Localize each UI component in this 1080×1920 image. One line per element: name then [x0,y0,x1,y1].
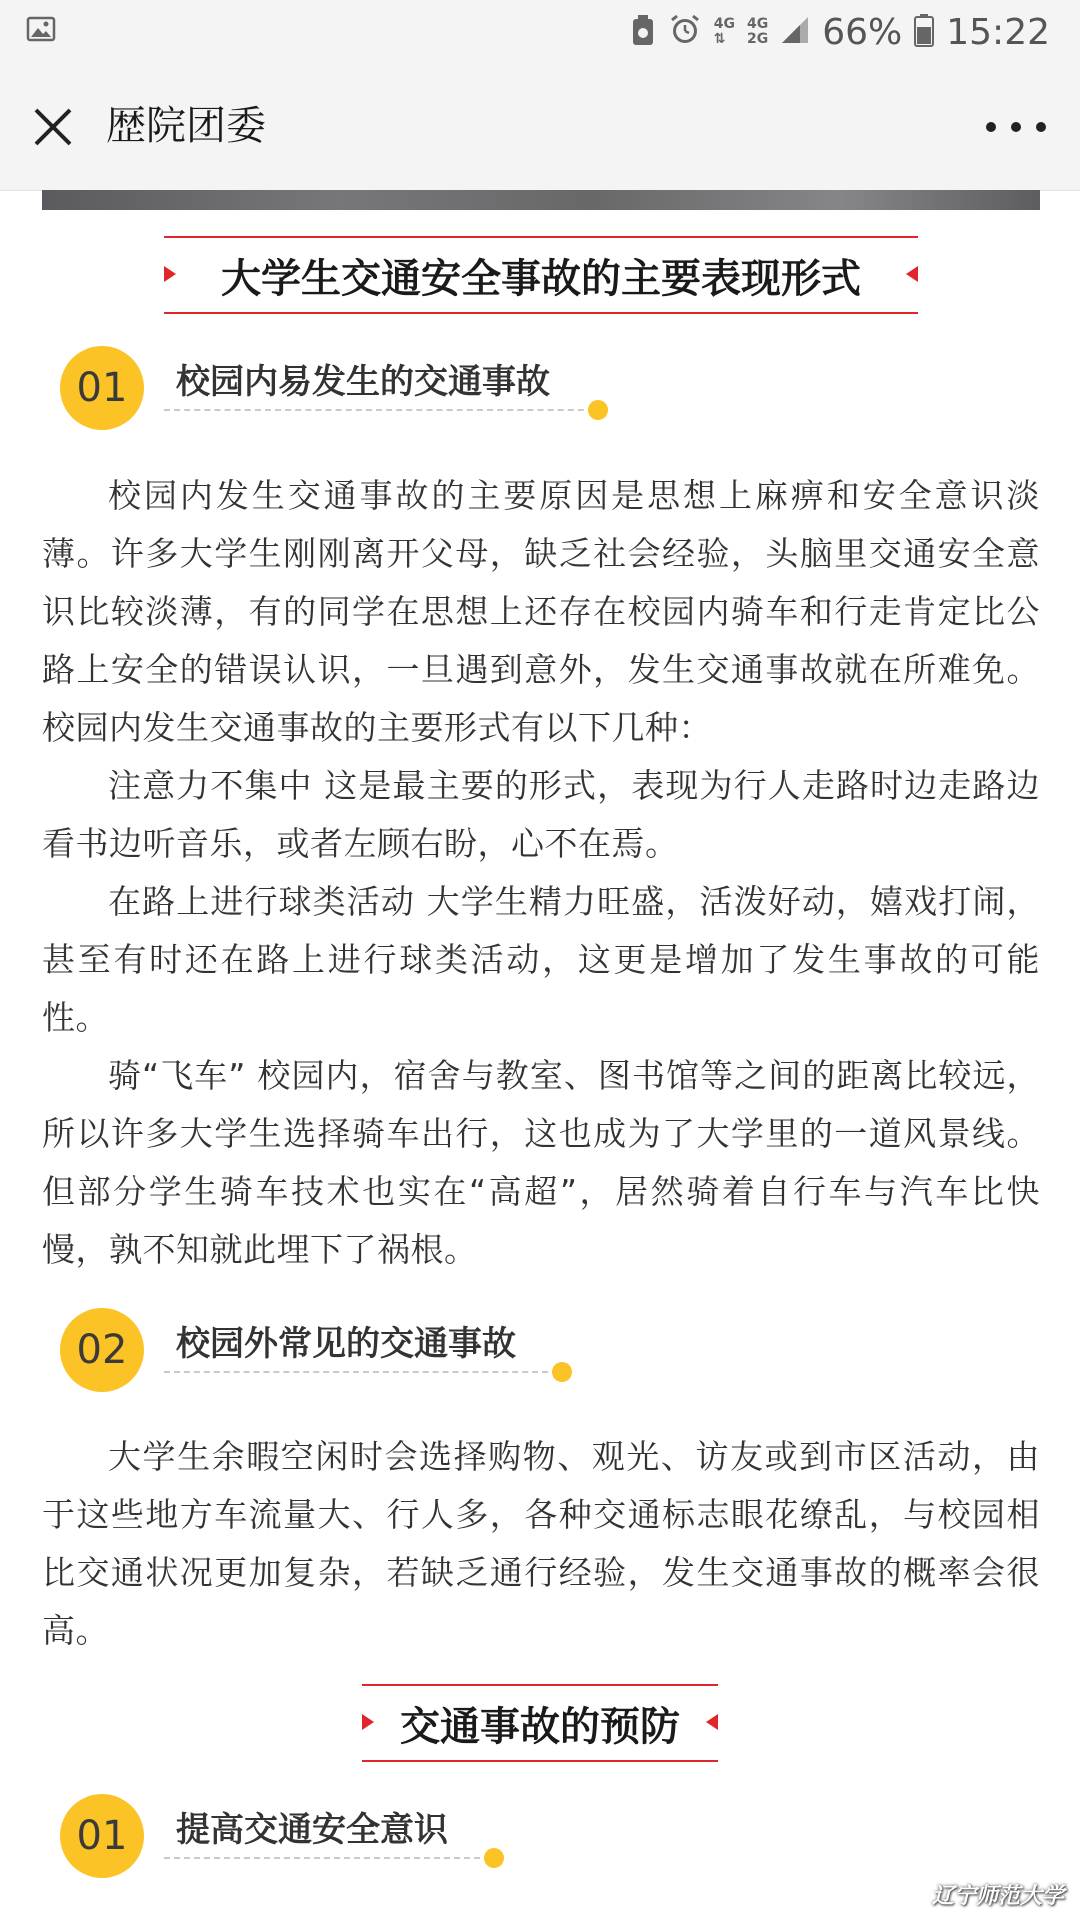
dot-icon [588,400,608,420]
section-title-1 [164,236,918,314]
page-title: 歴院团委 [106,103,266,149]
paragraph: 注意力不集中 这是最主要的形式，表现为行人走路时边走路边看书边听音乐，或者左顾右盼，心不在焉。 [42,766,1040,863]
more-options-button[interactable] [986,104,1046,150]
section-title-2 [362,1684,718,1762]
network-indicator-1 [714,17,735,47]
dashed-divider [164,409,594,411]
battery-icon [914,13,934,51]
banner-image [42,190,1040,210]
subheading-title: 校园内易发生的交通事故 [176,362,550,402]
paragraph: 校园内发生交通事故的主要原因是思想上麻痹和安全意识淡薄。许多大学生刚刚离开父母，缺乏社会经验，头脑里交通安全意识比较淡薄，有的同学在思想上还存在校园内骑车和行走肯定比公路上安全的错误认识，一旦遇到意外，发生交通事故就在所难免。校园内发生交通事故的主要形式有以下几种： [42,476,1040,747]
gallery-notification-icon [26,14,56,48]
network-label-2g: 2G [747,31,769,47]
watermark: 辽宁师范大学 [931,1884,1064,1909]
more-dots-icon [986,122,996,132]
subheading-title: 提高交通安全意识 [176,1810,448,1850]
subheading-1 [60,346,620,436]
number-badge: 01 [60,1794,144,1878]
triangle-left-icon [164,266,176,282]
dot-icon [484,1848,504,1868]
number-badge: 02 [60,1308,144,1392]
clock: 15:22 [946,11,1050,53]
triangle-left-icon [362,1714,374,1730]
triangle-right-icon [906,266,918,282]
dashed-divider [164,1857,490,1859]
battery-percent: 66% [822,11,903,53]
network-label-top: 4G [713,16,735,32]
dot-icon [552,1362,572,1382]
network-label-4g: 4G [747,16,769,32]
signal-icon [780,15,810,49]
dashed-divider [164,1371,558,1373]
close-icon [26,100,80,154]
subheading-2 [60,1308,620,1398]
paragraph: 大学生余暇空闲时会选择购物、观光、访友或到市区活动，由于这些地方车流量大、行人多，各种交通标志眼花缭乱，与校园相比交通状况更加复杂，若缺乏通行经验，发生交通事故的概率会很高。 [42,1437,1040,1650]
alarm-icon [668,13,702,51]
data-saver-icon [630,13,656,51]
number-badge: 01 [60,346,144,430]
subheading-title: 校园外常见的交通事故 [176,1324,516,1364]
subheading-3 [60,1794,620,1884]
status-bar [0,0,1080,64]
paragraph: 在路上进行球类活动 大学生精力旺盛，活泼好动，嬉戏打闹，甚至有时还在路上进行球类活动，这更是增加了发生事故的可能性。 [42,882,1040,1037]
data-arrows-icon: ⇅ [713,31,726,47]
section-title-text: 交通事故的预防 [400,1703,680,1750]
app-bar [0,64,1080,191]
section-title-text: 大学生交通安全事故的主要表现形式 [221,255,861,302]
paragraph: 骑“飞车” 校园内，宿舍与教室、图书馆等之间的距离比较远，所以许多大学生选择骑车出行，这也成为了大学里的一道风景线。但部分学生骑车技术也实在“高超”，居然骑着自行车与汽车比快慢，孰不知就此埋下了祸根。 [42,1056,1040,1269]
triangle-right-icon [706,1714,718,1730]
network-indicator-2 [747,17,768,47]
close-button[interactable] [26,100,80,154]
